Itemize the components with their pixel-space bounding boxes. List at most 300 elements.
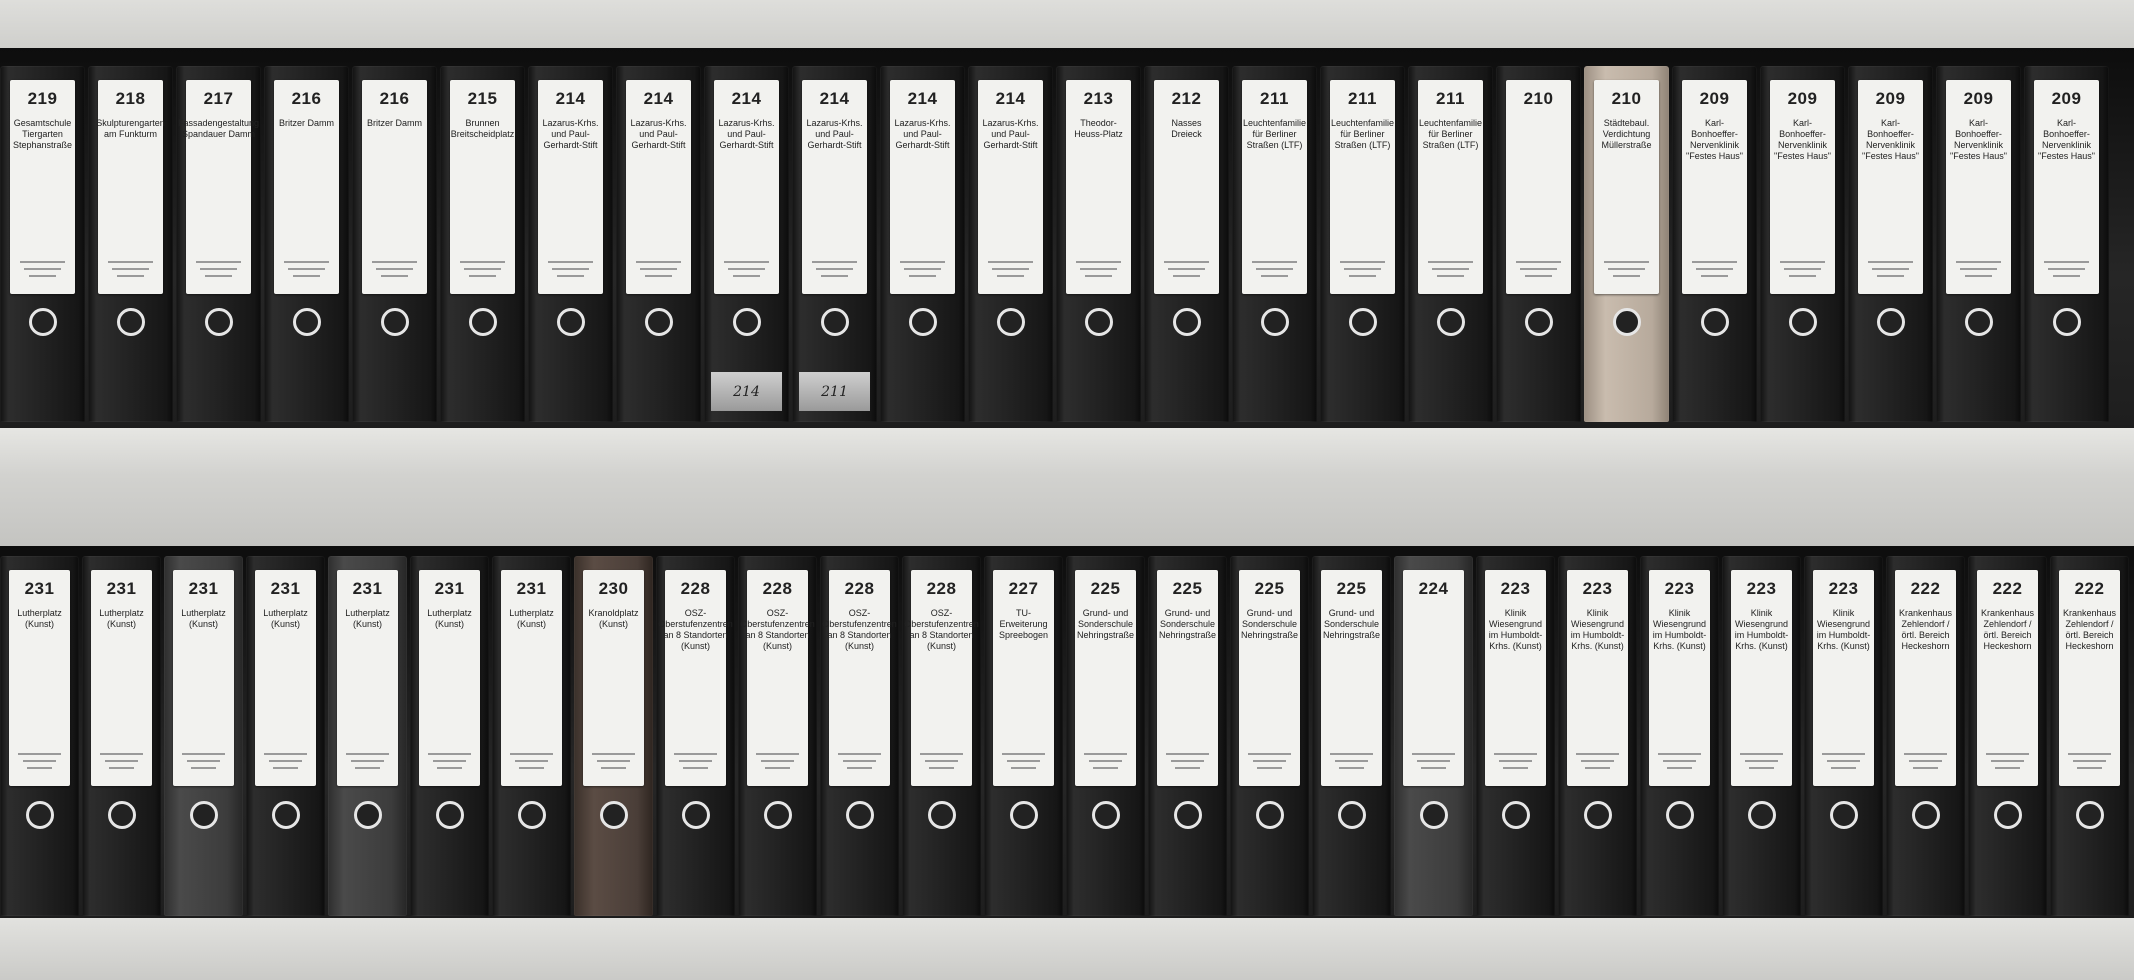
binder-spine <box>0 556 79 916</box>
finger-hole-ring-icon <box>1830 801 1858 829</box>
label-fine-print <box>196 256 241 282</box>
finger-hole-ring-icon <box>1092 801 1120 829</box>
label-fine-print <box>346 748 388 774</box>
binder-title: Lazarus-Krhs. und Paul-Gerhardt-Stift <box>806 118 863 151</box>
finger-hole-ring-icon <box>1748 801 1776 829</box>
binder-title: Karl-Bonhoeffer-Nervenklinik "Festes Haus" <box>2038 118 2095 162</box>
label-fine-print <box>182 748 224 774</box>
binder-number: 214 <box>555 89 586 109</box>
label-fine-print <box>988 256 1033 282</box>
binder-spine <box>2050 556 2129 916</box>
label-fine-print <box>900 256 945 282</box>
binder-spine <box>1320 66 1405 422</box>
binder-title: Klinik Wiesengrund im Humboldt-Krhs. (Kunst) <box>1652 608 1707 652</box>
binder-title: OSZ-Oberstufenzentren an 8 Standorten (Kunst) <box>822 608 897 652</box>
spine-label <box>740 570 815 786</box>
finger-hole-ring-icon <box>928 801 956 829</box>
label-fine-print <box>1740 748 1782 774</box>
label-fine-print <box>592 748 634 774</box>
spine-label <box>1154 80 1219 294</box>
label-fine-print <box>1166 748 1208 774</box>
spine-label <box>501 570 561 786</box>
finger-hole-ring-icon <box>108 801 136 829</box>
label-fine-print <box>1494 748 1536 774</box>
shelf-board-middle <box>0 428 2134 546</box>
label-fine-print <box>548 256 593 282</box>
binder-title: Lazarus-Krhs. und Paul-Gerhardt-Stift <box>630 118 687 151</box>
spine-label <box>362 80 427 294</box>
binder-title: Klinik Wiesengrund im Humboldt-Krhs. (Kunst) <box>1816 608 1871 652</box>
binder-title: Klinik Wiesengrund im Humboldt-Krhs. (Kunst) <box>1734 608 1789 652</box>
binder-row-upper <box>0 66 2134 422</box>
binder-title: Lutherplatz (Kunst) <box>427 608 472 630</box>
finger-hole-ring-icon <box>1420 801 1448 829</box>
spine-label <box>9 570 69 786</box>
binder-number: 231 <box>24 579 55 599</box>
handwritten-tag: 211 <box>799 372 870 411</box>
finger-hole-ring-icon <box>1789 308 1817 336</box>
finger-hole-ring-icon <box>997 308 1025 336</box>
binder-title: OSZ-Oberstufenzentren an 8 Standorten (Kunst) <box>904 608 979 652</box>
label-fine-print <box>812 256 857 282</box>
binder-spine <box>574 556 653 916</box>
label-fine-print <box>920 748 962 774</box>
spine-label <box>2034 80 2099 294</box>
spine-label <box>1157 570 1217 786</box>
spine-label <box>1485 570 1545 786</box>
finger-hole-ring-icon <box>2076 801 2104 829</box>
binder-spine <box>264 66 349 422</box>
label-fine-print <box>838 748 880 774</box>
binder-spine <box>1760 66 1845 422</box>
binder-spine <box>1394 556 1473 916</box>
binder-row-lower <box>0 556 2134 916</box>
label-fine-print <box>1692 256 1737 282</box>
spine-label <box>255 570 315 786</box>
spine-label <box>1567 570 1627 786</box>
label-fine-print <box>264 748 306 774</box>
spine-label <box>1066 80 1131 294</box>
label-fine-print <box>510 748 552 774</box>
finger-hole-ring-icon <box>1613 308 1641 336</box>
spine-label <box>1813 570 1873 786</box>
binder-title: Leuchtenfamilie für Berliner Straßen (LTF) <box>1330 118 1395 151</box>
binder-spine <box>1722 556 1801 916</box>
spine-label <box>1682 80 1747 294</box>
finger-hole-ring-icon <box>1085 308 1113 336</box>
spine-label <box>1239 570 1299 786</box>
label-fine-print <box>1076 256 1121 282</box>
label-fine-print <box>1084 748 1126 774</box>
label-fine-print <box>1658 748 1700 774</box>
finger-hole-ring-icon <box>1437 308 1465 336</box>
binder-number: 228 <box>680 579 711 599</box>
label-fine-print <box>428 748 470 774</box>
binder-number: 210 <box>1611 89 1642 109</box>
label-fine-print <box>1868 256 1913 282</box>
finger-hole-ring-icon <box>1701 308 1729 336</box>
finger-hole-ring-icon <box>272 801 300 829</box>
binder-number: 214 <box>819 89 850 109</box>
shelf-board-bottom <box>0 918 2134 980</box>
binder-title: Lazarus-Krhs. und Paul-Gerhardt-Stift <box>894 118 951 151</box>
binder-spine <box>528 66 613 422</box>
binder-title: Grund- und Sonderschule Nehringstraße <box>1323 608 1381 641</box>
binder-number: 222 <box>1910 579 1941 599</box>
spine-label <box>1330 80 1395 294</box>
binder-title: OSZ-Oberstufenzentren an 8 Standorten (Kunst) <box>740 608 815 652</box>
binder-title: Kranoldplatz (Kunst) <box>588 608 639 630</box>
binder-spine <box>902 556 981 916</box>
finger-hole-ring-icon <box>733 308 761 336</box>
spine-label <box>419 570 479 786</box>
binder-number: 227 <box>1008 579 1039 599</box>
label-fine-print <box>100 748 142 774</box>
spine-label <box>1649 570 1709 786</box>
binder-title: Britzer Damm <box>278 118 334 129</box>
label-fine-print <box>1248 748 1290 774</box>
binder-title: Grund- und Sonderschule Nehringstraße <box>1077 608 1135 641</box>
finger-hole-ring-icon <box>846 801 874 829</box>
spine-label <box>658 570 733 786</box>
label-fine-print <box>460 256 505 282</box>
spine-label <box>177 80 260 294</box>
binder-spine <box>1312 556 1391 916</box>
spine-label <box>802 80 867 294</box>
finger-hole-ring-icon <box>205 308 233 336</box>
binder-title: Grund- und Sonderschule Nehringstraße <box>1241 608 1299 641</box>
spine-label <box>1895 570 1955 786</box>
finger-hole-ring-icon <box>1349 308 1377 336</box>
label-fine-print <box>2044 256 2089 282</box>
label-fine-print <box>1576 748 1618 774</box>
finger-hole-ring-icon <box>1338 801 1366 829</box>
spine-label <box>1418 80 1483 294</box>
binder-title: Lutherplatz (Kunst) <box>509 608 554 630</box>
binder-title: Lutherplatz (Kunst) <box>263 608 308 630</box>
binder-spine <box>1056 66 1141 422</box>
finger-hole-ring-icon <box>1525 308 1553 336</box>
binder-title: Britzer Damm <box>366 118 422 129</box>
finger-hole-ring-icon <box>1502 801 1530 829</box>
binder-number: 223 <box>1500 579 1531 599</box>
binder-spine <box>738 556 817 916</box>
handwritten-tag: 214 <box>711 372 782 411</box>
spine-label <box>1594 80 1659 294</box>
binder-spine <box>1476 556 1555 916</box>
spine-label <box>626 80 691 294</box>
finger-hole-ring-icon <box>29 308 57 336</box>
finger-hole-ring-icon <box>26 801 54 829</box>
finger-hole-ring-icon <box>354 801 382 829</box>
binder-spine <box>440 66 525 422</box>
label-fine-print <box>372 256 417 282</box>
binder-title: Klinik Wiesengrund im Humboldt-Krhs. (Kunst) <box>1570 608 1625 652</box>
finger-hole-ring-icon <box>1174 801 1202 829</box>
binder-title: Karl-Bonhoeffer-Nervenklinik "Festes Haus" <box>1862 118 1919 162</box>
binder-spine <box>1232 66 1317 422</box>
label-fine-print <box>284 256 329 282</box>
binder-title: Grund- und Sonderschule Nehringstraße <box>1159 608 1217 641</box>
binder-number: 212 <box>1171 89 1202 109</box>
binder-spine <box>164 556 243 916</box>
binder-number: 231 <box>188 579 219 599</box>
label-fine-print <box>1956 256 2001 282</box>
spine-label <box>10 80 75 294</box>
binder-number: 230 <box>598 579 629 599</box>
binder-spine <box>0 66 85 422</box>
finger-hole-ring-icon <box>682 801 710 829</box>
binder-spine <box>410 556 489 916</box>
binder-spine <box>1558 556 1637 916</box>
label-fine-print <box>636 256 681 282</box>
spine-label <box>1075 570 1135 786</box>
binder-number: 223 <box>1582 579 1613 599</box>
binder-title: Skulpturengarten am Funkturm <box>96 118 165 140</box>
label-fine-print <box>674 748 716 774</box>
label-fine-print <box>1002 748 1044 774</box>
binder-title: Lazarus-Krhs. und Paul-Gerhardt-Stift <box>718 118 775 151</box>
binder-title: Lutherplatz (Kunst) <box>99 608 144 630</box>
binder-title: Krankenhaus Zehlendorf / örtl. Bereich Heckeshorn <box>1980 608 2035 652</box>
binder-number: 231 <box>106 579 137 599</box>
finger-hole-ring-icon <box>1010 801 1038 829</box>
binder-title: Lutherplatz (Kunst) <box>181 608 226 630</box>
label-fine-print <box>18 748 60 774</box>
spine-label <box>890 80 955 294</box>
binder-spine <box>2024 66 2109 422</box>
binder-number: 222 <box>1992 579 2023 599</box>
binder-spine <box>1144 66 1229 422</box>
finger-hole-ring-icon <box>1173 308 1201 336</box>
finger-hole-ring-icon <box>1994 801 2022 829</box>
binder-number: 209 <box>1963 89 1994 109</box>
binder-title: Lazarus-Krhs. und Paul-Gerhardt-Stift <box>542 118 599 151</box>
spine-label <box>173 570 233 786</box>
binder-number: 228 <box>926 579 957 599</box>
finger-hole-ring-icon <box>190 801 218 829</box>
binder-spine <box>1408 66 1493 422</box>
binder-number: 225 <box>1090 579 1121 599</box>
finger-hole-ring-icon <box>909 308 937 336</box>
binder-number: 209 <box>1875 89 1906 109</box>
binder-number: 209 <box>1699 89 1730 109</box>
binder-number: 224 <box>1418 579 1449 599</box>
label-fine-print <box>1252 256 1297 282</box>
binder-title: Gesamtschule Tiergarten Stephanstraße <box>12 118 73 151</box>
binder-spine <box>1584 66 1669 422</box>
label-fine-print <box>1428 256 1473 282</box>
label-fine-print <box>1412 748 1454 774</box>
binder-spine <box>1640 556 1719 916</box>
binder-number: 217 <box>203 89 234 109</box>
binder-title: Lutherplatz (Kunst) <box>345 608 390 630</box>
binder-number: 211 <box>1260 89 1289 109</box>
binder-spine <box>88 66 173 422</box>
binder-number: 211 <box>1436 89 1465 109</box>
label-fine-print <box>724 256 769 282</box>
binder-title: TU-Erweiterung Spreebogen <box>998 608 1049 641</box>
finger-hole-ring-icon <box>645 308 673 336</box>
binder-number: 231 <box>516 579 547 599</box>
binder-number: 213 <box>1083 89 1114 109</box>
label-fine-print <box>1986 748 2028 774</box>
binder-title: Brunnen Breitscheidplatz <box>450 118 515 140</box>
finger-hole-ring-icon <box>764 801 792 829</box>
finger-hole-ring-icon <box>1877 308 1905 336</box>
spine-label <box>978 80 1043 294</box>
binder-spine <box>1066 556 1145 916</box>
spine-label <box>98 80 163 294</box>
label-fine-print <box>1330 748 1372 774</box>
binder-number: 225 <box>1336 579 1367 599</box>
binder-spine <box>656 556 735 916</box>
finger-hole-ring-icon <box>600 801 628 829</box>
spine-label <box>1946 80 2011 294</box>
spine-label <box>1731 570 1791 786</box>
binder-number: 214 <box>731 89 762 109</box>
binder-number: 210 <box>1523 89 1554 109</box>
label-fine-print <box>1516 256 1561 282</box>
binder-title: Leuchtenfamilie für Berliner Straßen (LTF) <box>1418 118 1483 151</box>
binder-title: Theodor-Heuss-Platz <box>1074 118 1123 140</box>
finger-hole-ring-icon <box>1912 801 1940 829</box>
spine-label <box>904 570 979 786</box>
label-fine-print <box>2068 748 2110 774</box>
spine-label <box>450 80 515 294</box>
binder-spine <box>246 556 325 916</box>
binder-number: 216 <box>379 89 410 109</box>
spine-label <box>714 80 779 294</box>
binder-title: Lazarus-Krhs. und Paul-Gerhardt-Stift <box>982 118 1039 151</box>
binder-number: 225 <box>1254 579 1285 599</box>
binder-number: 215 <box>467 89 498 109</box>
finger-hole-ring-icon <box>1666 801 1694 829</box>
binder-number: 225 <box>1172 579 1203 599</box>
label-fine-print <box>756 748 798 774</box>
binder-spine <box>1804 556 1883 916</box>
label-fine-print <box>1780 256 1825 282</box>
binder-number: 228 <box>844 579 875 599</box>
binder-number: 209 <box>2051 89 2082 109</box>
binder-number: 211 <box>1348 89 1377 109</box>
binder-spine <box>176 66 261 422</box>
label-fine-print <box>1604 256 1649 282</box>
binder-title: Lutherplatz (Kunst) <box>17 608 62 630</box>
binder-title: OSZ-Oberstufenzentren an 8 Standorten (Kunst) <box>658 608 733 652</box>
binder-number: 231 <box>270 579 301 599</box>
finger-hole-ring-icon <box>821 308 849 336</box>
finger-hole-ring-icon <box>469 308 497 336</box>
binder-title: Krankenhaus Zehlendorf / örtl. Bereich Heckeshorn <box>1898 608 1953 652</box>
spine-label <box>1321 570 1381 786</box>
spine-label <box>337 570 397 786</box>
finger-hole-ring-icon <box>381 308 409 336</box>
label-fine-print <box>20 256 65 282</box>
spine-label <box>274 80 339 294</box>
spine-label <box>1506 80 1571 294</box>
binder-title: Leuchtenfamilie für Berliner Straßen (LTF) <box>1242 118 1307 151</box>
label-fine-print <box>1340 256 1385 282</box>
spine-label <box>1770 80 1835 294</box>
spine-label <box>91 570 151 786</box>
binder-number: 228 <box>762 579 793 599</box>
binder-number: 218 <box>115 89 146 109</box>
binder-number: 231 <box>434 579 465 599</box>
binder-number: 223 <box>1828 579 1859 599</box>
spine-label <box>2059 570 2119 786</box>
shelf-board-top <box>0 0 2134 48</box>
finger-hole-ring-icon <box>1584 801 1612 829</box>
finger-hole-ring-icon <box>518 801 546 829</box>
binder-spine <box>492 556 571 916</box>
binder-spine <box>1496 66 1581 422</box>
binder-number: 222 <box>2074 579 2105 599</box>
binder-spine <box>352 66 437 422</box>
binder-spine <box>1230 556 1309 916</box>
binder-number: 219 <box>27 89 58 109</box>
finger-hole-ring-icon <box>436 801 464 829</box>
label-fine-print <box>108 256 153 282</box>
binder-spine <box>82 556 161 916</box>
spine-label <box>1403 570 1463 786</box>
spine-label <box>822 570 897 786</box>
binder-title: Klinik Wiesengrund im Humboldt-Krhs. (Kunst) <box>1488 608 1543 652</box>
binder-number: 216 <box>291 89 322 109</box>
spine-label <box>1242 80 1307 294</box>
label-fine-print <box>1164 256 1209 282</box>
finger-hole-ring-icon <box>1965 308 1993 336</box>
binder-title: Fassadengestaltung Spandauer Damm <box>177 118 260 140</box>
finger-hole-ring-icon <box>2053 308 2081 336</box>
binder-number: 214 <box>643 89 674 109</box>
binder-spine <box>984 556 1063 916</box>
binder-spine <box>968 66 1053 422</box>
binder-title: Karl-Bonhoeffer-Nervenklinik "Festes Haus" <box>1950 118 2007 162</box>
binder-title: Karl-Bonhoeffer-Nervenklinik "Festes Haus" <box>1686 118 1743 162</box>
binder-spine <box>880 66 965 422</box>
binder-number: 209 <box>1787 89 1818 109</box>
binder-spine <box>704 66 789 422</box>
binder-spine <box>616 66 701 422</box>
binder-spine <box>1968 556 2047 916</box>
binder-number: 231 <box>352 579 383 599</box>
spine-label <box>1858 80 1923 294</box>
binder-spine <box>792 66 877 422</box>
binder-title: Krankenhaus Zehlendorf / örtl. Bereich Heckeshorn <box>2062 608 2117 652</box>
binder-number: 223 <box>1664 579 1695 599</box>
binder-number: 223 <box>1746 579 1777 599</box>
binder-spine <box>1936 66 2021 422</box>
finger-hole-ring-icon <box>557 308 585 336</box>
binder-spine <box>820 556 899 916</box>
binder-number: 214 <box>907 89 938 109</box>
binder-number: 214 <box>995 89 1026 109</box>
binder-spine <box>1672 66 1757 422</box>
finger-hole-ring-icon <box>1261 308 1289 336</box>
label-fine-print <box>1822 748 1864 774</box>
spine-label <box>993 570 1053 786</box>
binder-title: Nasses Dreieck <box>1171 118 1202 140</box>
label-fine-print <box>1904 748 1946 774</box>
spine-label <box>1977 570 2037 786</box>
binder-spine <box>1148 556 1227 916</box>
finger-hole-ring-icon <box>1256 801 1284 829</box>
binder-spine <box>1848 66 1933 422</box>
binder-spine <box>328 556 407 916</box>
spine-label <box>538 80 603 294</box>
binder-title: Karl-Bonhoeffer-Nervenklinik "Festes Haus" <box>1774 118 1831 162</box>
